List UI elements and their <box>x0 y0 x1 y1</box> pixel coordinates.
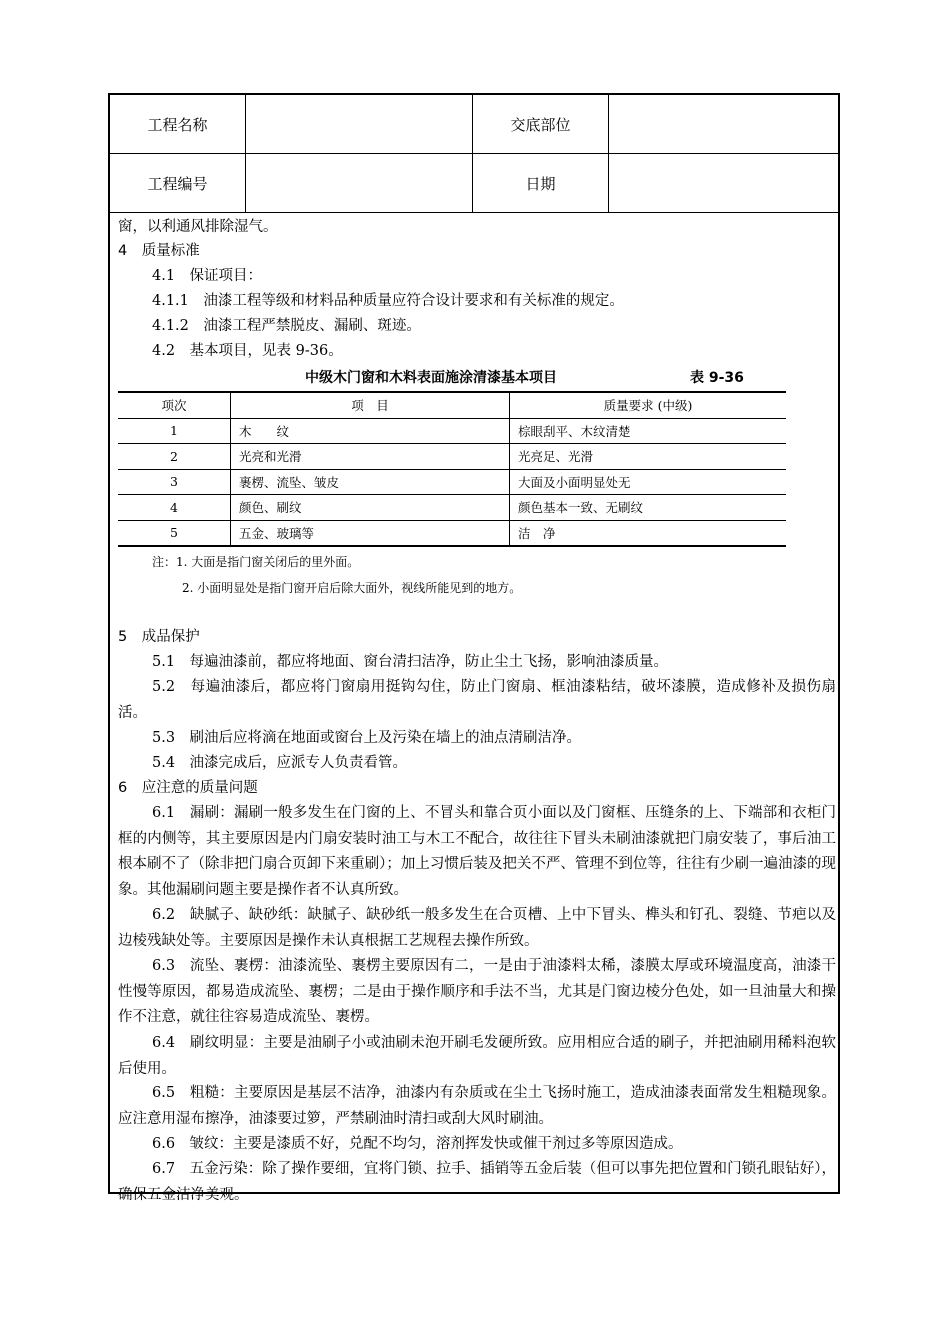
section-6-title: 6 应注意的质量问题 <box>118 780 258 796</box>
section-5-title: 5 成品保护 <box>118 629 200 645</box>
cell-index: 5 <box>118 520 231 546</box>
project-number-value[interactable] <box>246 154 473 213</box>
table-row <box>118 469 786 495</box>
col-header-item: 项 目 <box>231 392 510 418</box>
cell-item: 五金、玻璃等 <box>231 520 510 546</box>
header-table <box>110 95 838 213</box>
date-label: 日期 <box>473 154 609 213</box>
cell-item: 光亮和光滑 <box>231 444 510 470</box>
cell-item: 木 纹 <box>231 418 510 444</box>
cell-item: 颜色、刷纹 <box>231 495 510 521</box>
section-6-1: 6.1 漏刷：漏刷一般多发生在门窗的上、不冒头和靠合页小面以及门窗框、压缝条的上、下端部和衣柜门框的内侧等，其主要原因是内门扇安装时油工与木工不配合，故往往下冒头未刷油漆就把门扇安装了，事后油工根本刷不了（除非把门扇合页卸下来重刷）；加上习惯后装及把关不严、管理不到位等，往往有少刷一遍油漆的现象。其他漏刷问题主要是操作者不认真所致。 <box>118 805 836 898</box>
table-note-1: 注：1. 大面是指门窗关闭后的里外面。 <box>152 555 360 569</box>
cell-requirement: 洁 净 <box>510 520 787 546</box>
section-6-7: 6.7 五金污染：除了操作要细，宜将门锁、拉手、插销等五金后装（但可以事先把位置和门锁孔眼钻好），确保五金洁净美观。 <box>118 1161 836 1203</box>
section-5-2: 5.2 每遍油漆后，都应将门窗扇用挺钩勾住，防止门窗扇、框油漆粘结，破坏漆膜，造成修补及损伤扇活。 <box>118 679 836 721</box>
cell-index: 4 <box>118 495 231 521</box>
disclosure-part-value[interactable] <box>609 95 839 154</box>
project-name-value[interactable] <box>246 95 473 154</box>
quality-standard-table <box>118 391 786 547</box>
table-row <box>118 418 786 444</box>
section-4-1-1: 4.1.1 油漆工程等级和材料品种质量应符合设计要求和有关标准的规定。 <box>152 293 624 309</box>
cell-index: 1 <box>118 418 231 444</box>
table-row <box>118 444 786 470</box>
section-6-2: 6.2 缺腻子、缺砂纸：缺腻子、缺砂纸一般多发生在合页槽、上中下冒头、榫头和钉孔、裂缝、节疤以及边棱残缺处等。主要原因是操作未认真根据工艺规程去操作所致。 <box>118 907 836 949</box>
header-row-1 <box>110 95 838 154</box>
continuation-text: 窗，以利通风排除湿气。 <box>118 219 278 235</box>
section-4-2: 4.2 基本项目，见表 9-36。 <box>152 343 343 359</box>
cell-requirement: 棕眼刮平、木纹清楚 <box>510 418 787 444</box>
cell-requirement: 大面及小面明显处无 <box>510 469 787 495</box>
section-6-4: 6.4 刷纹明显：主要是油刷子小或油刷未泡开刷毛发硬所致。应用相应合适的刷子，并把油刷用稀料泡软后使用。 <box>118 1035 836 1077</box>
header-row-2 <box>110 154 838 213</box>
col-header-index: 项次 <box>118 392 231 418</box>
table-row <box>118 495 786 521</box>
cell-index: 3 <box>118 469 231 495</box>
section-6-3: 6.3 流坠、裹楞：油漆流坠、裹楞主要原因有二，一是由于油漆料太稀，漆膜太厚或环境温度高，油漆干性慢等原因，都易造成流坠、裹楞；二是由于操作顺序和手法不当，尤其是门窗边棱分色处，如一旦油量大和操作不注意，就往往容易造成流坠、裹楞。 <box>118 958 836 1026</box>
section-6-6: 6.6 皱纹：主要是漆质不好，兑配不均匀，溶剂挥发快或催干剂过多等原因造成。 <box>152 1136 683 1152</box>
section-5-4: 5.4 油漆完成后，应派专人负责看管。 <box>152 755 408 771</box>
section-4-1-2: 4.1.2 油漆工程严禁脱皮、漏刷、斑迹。 <box>152 318 421 334</box>
table-note-2: 2. 小面明显处是指门窗开启后除大面外，视线所能见到的地方。 <box>182 581 522 595</box>
section-4-1: 4.1 保证项目： <box>152 268 263 284</box>
section-4-title: 4 质量标准 <box>118 243 200 259</box>
project-name-label: 工程名称 <box>110 95 246 154</box>
disclosure-part-label: 交底部位 <box>473 95 609 154</box>
cell-item: 裹楞、流坠、皱皮 <box>231 469 510 495</box>
date-value[interactable] <box>609 154 839 213</box>
table-number: 表 9-36 <box>690 370 744 386</box>
document-frame <box>108 93 840 1203</box>
col-header-requirement: 质量要求 (中级) <box>510 392 787 418</box>
table-row <box>118 520 786 546</box>
cell-requirement: 颜色基本一致、无刷纹 <box>510 495 787 521</box>
cell-requirement: 光亮足、光滑 <box>510 444 787 470</box>
section-6-5: 6.5 粗糙：主要原因是基层不洁净，油漆内有杂质或在尘土飞扬时施工，造成油漆表面常发生粗糙现象。应注意用湿布擦净，油漆要过箩，严禁刷油时清扫或刮大风时刷油。 <box>118 1085 836 1127</box>
section-5-1: 5.1 每遍油漆前，都应将地面、窗台清扫洁净，防止尘土飞扬，影响油漆质量。 <box>152 654 669 670</box>
table-title: 中级木门窗和木料表面施涂清漆基本项目 <box>305 370 557 386</box>
cell-index: 2 <box>118 444 231 470</box>
section-5-3: 5.3 刷油后应将滴在地面或窗台上及污染在墙上的油点清刷洁净。 <box>152 730 582 746</box>
table-caption <box>305 367 845 387</box>
table-header-row <box>118 392 786 418</box>
project-number-label: 工程编号 <box>110 154 246 213</box>
